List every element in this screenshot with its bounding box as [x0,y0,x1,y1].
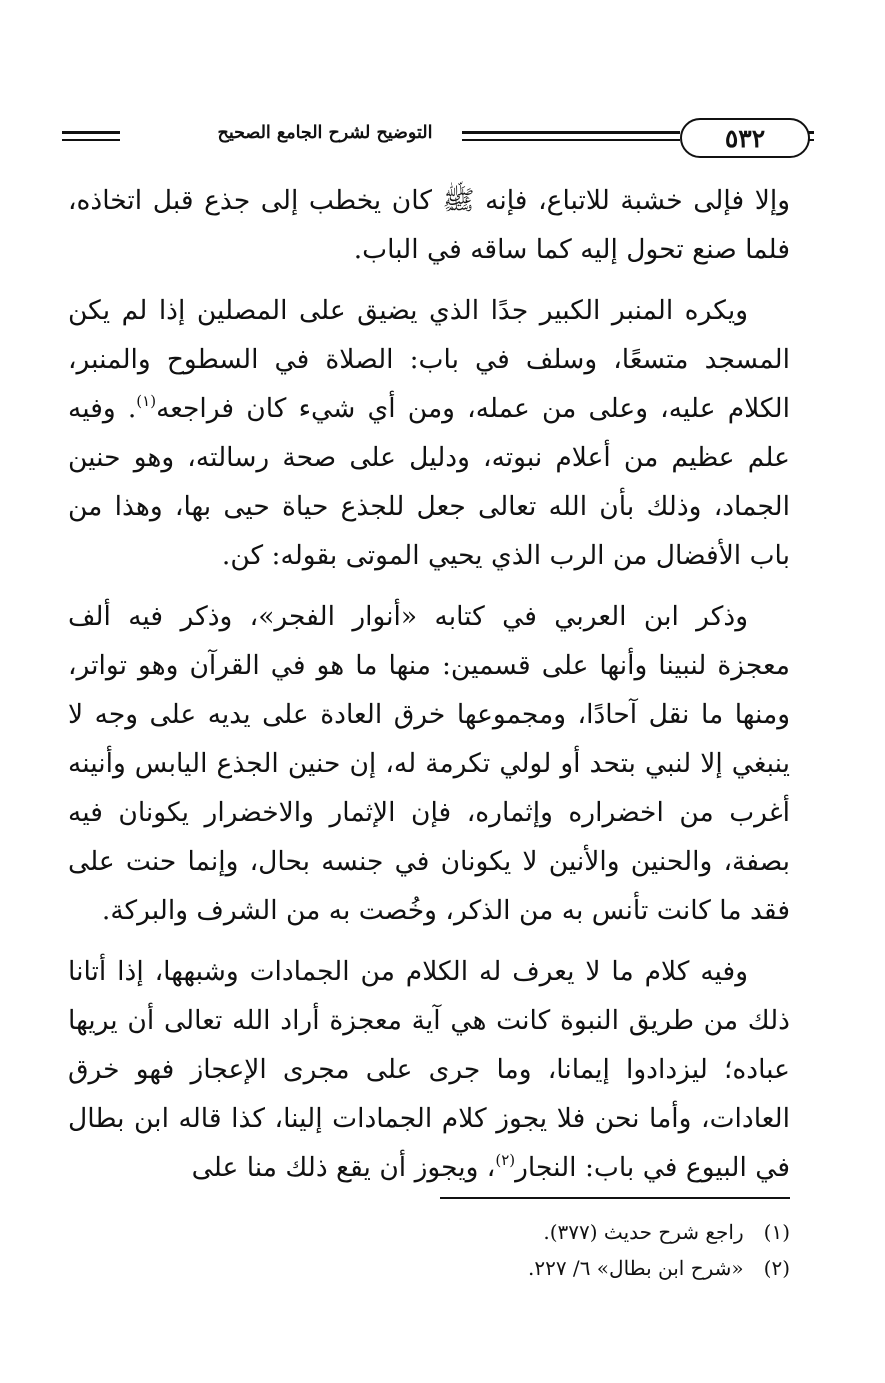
main-text [68,176,790,1204]
footnotes [68,1214,790,1286]
footnote [68,1214,790,1250]
paragraph-text: . وفيه علم عظيم من أعلام نبوته، ودليل على صحة رسالته، وهو حنين الجماد، وذلك بأن الله تعالى جعل للجذع حياة حيى بها، وهذا من باب الأفضال من الرب الذي يحيي الموتى بقوله: كن. [68,393,790,571]
page-header [62,114,790,160]
paragraph-text: وفيه كلام ما لا يعرف له الكلام من الجمادات وشبهها، إذا أتانا ذلك من طريق النبوة كانت هي آية معجزة أراد الله تعالى أن يريها عباده؛ ليزدادوا إيمانا، وما جرى على مجرى الإعجاز فهو خرق العادات، وأما نحن فلا يجوز كلام الجمادات إلينا، كذا قاله ابن بطال في البيوع في باب: النجار [68,956,790,1183]
paragraph-text: وإلا فإلى خشبة للاتباع، فإنه ﷺ كان يخطب إلى جذع قبل اتخاذه، فلما صنع تحول إليه كما ساقه في الباب. [68,185,790,265]
header-rule [462,139,680,141]
footnote-ref[interactable]: (١) [136,392,157,410]
paragraph-text: ويكره المنبر الكبير جدًا الذي يضيق على المصلين إذا لم يكن المسجد متسعًا، وسلف في باب: الصلاة في السطوح والمنبر، الكلام عليه، وعلى من عمله، ومن أي شيء كان فراجعه [68,295,790,424]
header-rule [62,131,120,134]
paragraph [68,176,790,274]
paragraph-text: وذكر ابن العربي في كتابه «أنوار الفجر»، وذكر فيه ألف معجزة لنبينا وأنها على قسمين: منها ما هو في القرآن وهو تواتر، ومنها ما نقل آحادًا، ومجموعها خرق العادة على يديه على وجه لا ينبغي إلا لنبي بتحد أو لولي تكرمة له، إن حنين الجذع اليابس وأنينه أغرب من اخضراره وإثماره، فإن الإثمار والاخضرار يكونان فيه بصفة، والحنين والأنين لا يكونان في جنسه بحال، وإنما حنت على فقد ما كانت تأنس به من الذكر، وخُصت به من الشرف والبركة. [68,601,790,926]
footnote-text: «شرح ابن بطال» ٦/ ٢٢٧. [527,1256,744,1280]
footnote-number: (٢) [763,1256,790,1280]
paragraph [68,947,790,1192]
header-rule [62,139,120,141]
header-rule [462,131,680,134]
footnote [68,1250,790,1286]
footnote-ref[interactable]: (٢) [495,1151,516,1169]
footnote-text: راجع شرح حديث (٣٧٧). [543,1220,744,1244]
paragraph-text: ، ويجوز أن يقع ذلك منا على [191,1152,496,1183]
page-number: ٥٣٢ [680,118,810,158]
paragraph [68,592,790,935]
paragraph [68,286,790,580]
footnote-number: (١) [763,1220,790,1244]
running-title: التوضيح لشرح الجامع الصحيح [217,123,433,143]
footnote-separator [440,1197,790,1199]
